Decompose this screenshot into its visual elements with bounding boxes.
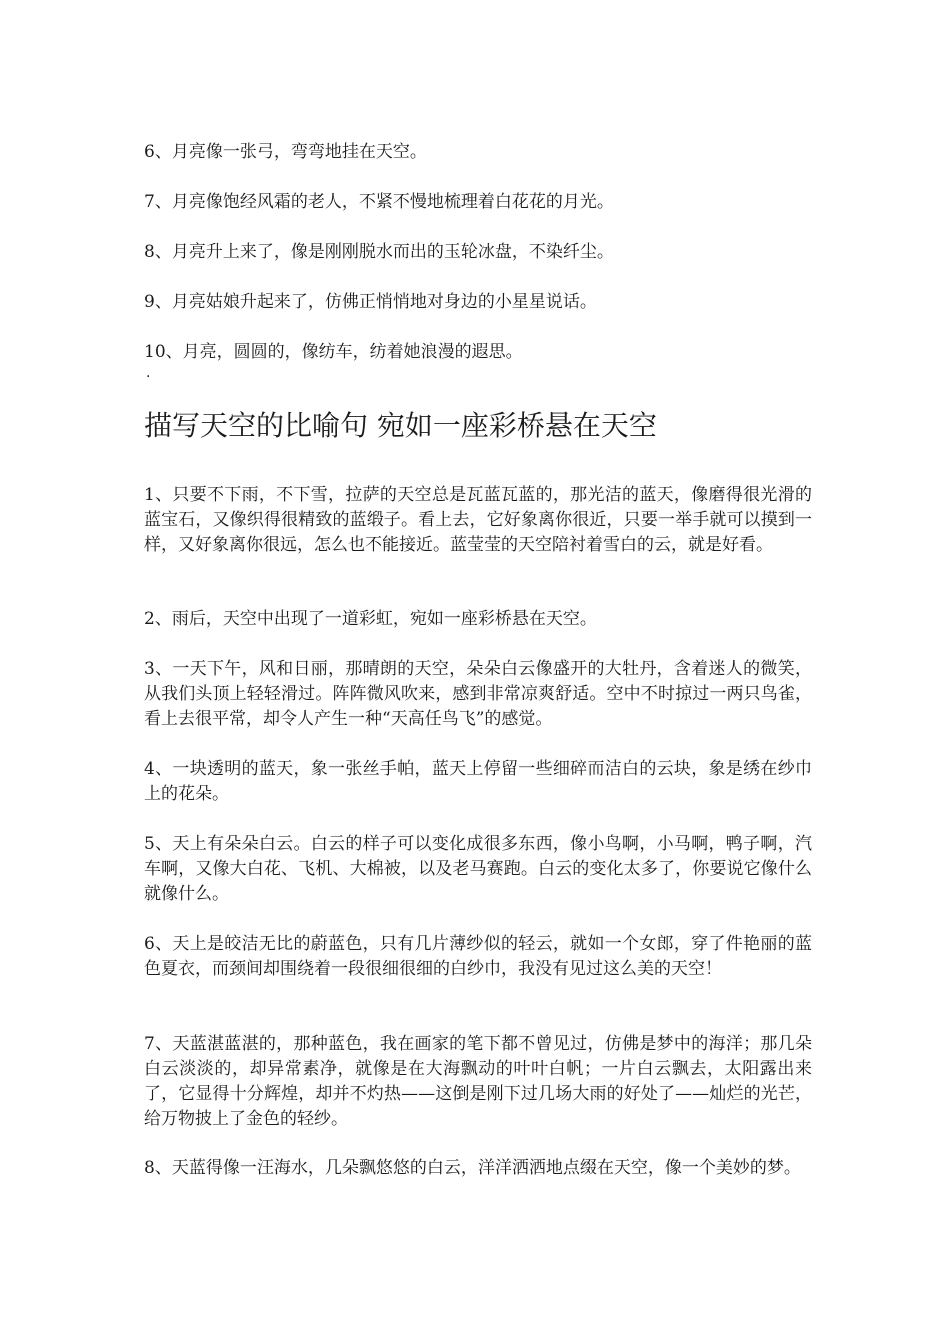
moon-simile-10: 10、月亮，圆圆的，像纺车，纺着她浪漫的遐思。 [144,342,523,362]
sky-simile-paragraph-2: 2、雨后，天空中出现了一道彩虹，宛如一座彩桥悬在天空。 [144,609,597,629]
sky-simile-paragraph-4: 4、一块透明的蓝天，象一张丝手帕，蓝天上停留一些细碎而洁白的云块，象是绣在纱巾上的花朵。 [144,759,812,804]
moon-simile-9: 9、月亮姑娘升起来了，仿佛正悄悄地对身边的小星星说话。 [144,292,597,312]
moon-simile-7: 7、月亮像饱经风霜的老人，不紧不慢地梳理着白花花的月光。 [144,192,614,212]
sky-simile-paragraph-1: 1、只要不下雨，不下雪，拉萨的天空总是瓦蓝瓦蓝的，那光洁的蓝天，像磨得很光滑的蓝宝石，又像织得很精致的蓝缎子。看上去，它好象离你很近，只要一举手就可以摸到一样，又好象离你很远，怎么也不能接近。蓝莹莹的天空陪衬着雪白的云，就是好看。 [144,485,812,555]
sky-simile-paragraph-5: 5、天上有朵朵白云。白云的样子可以变化成很多东西，像小鸟啊，小马啊，鸭子啊，汽车啊，又像大白花、飞机、大棉被，以及老马赛跑。白云的变化太多了，你要说它像什么就像什么。 [144,834,812,904]
sky-simile-paragraph-6: 6、天上是皎洁无比的蔚蓝色，只有几片薄纱似的轻云，就如一个女郎，穿了件艳丽的蓝色夏衣，而颈间却围绕着一段很细很细的白纱巾，我没有见过这么美的天空！ [144,934,812,979]
section-title: 描写天空的比喻句 宛如一座彩桥悬在天空 [144,409,657,442]
sky-simile-paragraph-3: 3、一天下午，风和日丽，那晴朗的天空，朵朵白云像盛开的大牡丹，含着迷人的微笑，从我们头顶上轻轻滑过。阵阵微风吹来，感到非常凉爽舒适。空中不时掠过一两只鸟雀，看上去很平常，却令人产生一种“天高任鸟飞”的感觉。 [144,659,812,729]
moon-simile-6: 6、月亮像一张弓，弯弯地挂在天空。 [144,142,427,162]
moon-simile-8: 8、月亮升上来了，像是刚刚脱水而出的玉轮冰盘，不染纤尘。 [144,242,614,262]
sky-simile-paragraph-8: 8、天蓝得像一汪海水，几朵飘悠悠的白云，洋洋洒洒地点缀在天空，像一个美妙的梦。 [144,1158,801,1178]
sky-simile-paragraph-7: 7、天蓝湛蓝湛的，那种蓝色，我在画家的笔下都不曾见过，仿佛是梦中的海洋；那几朵白云淡淡的，却异常素净，就像是在大海飘动的叶叶白帆；一片白云飘去，太阳露出来了，它显得十分辉煌，却并不灼热——这倒是刚下过几场大雨的好处了——灿烂的光芒，给万物披上了金色的轻纱。 [144,1034,812,1129]
separator-dot: · [146,369,151,385]
